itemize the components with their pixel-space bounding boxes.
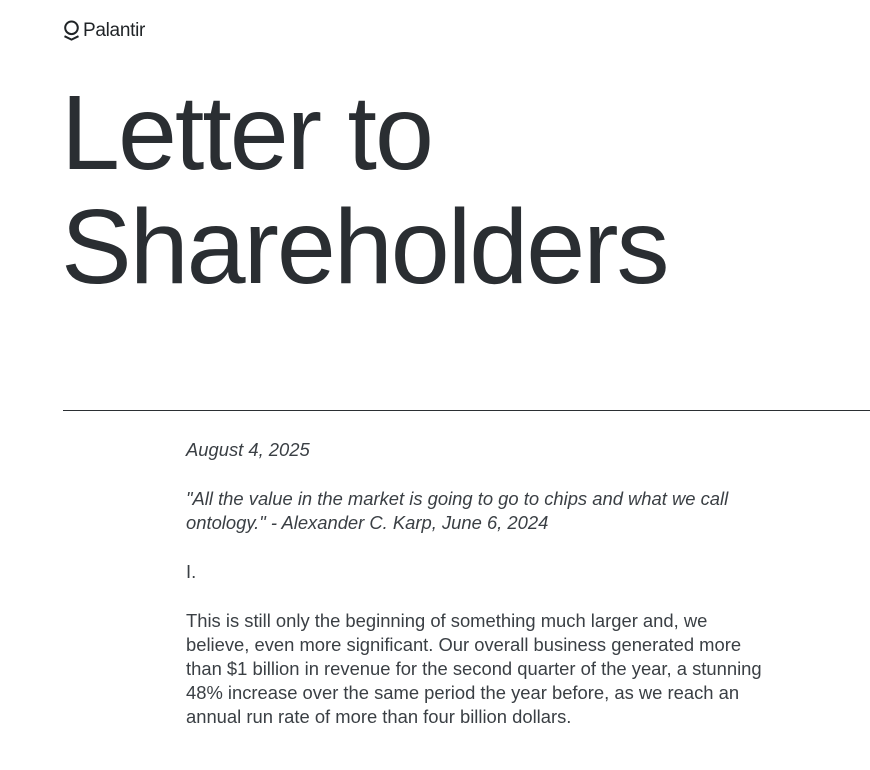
page-title-line-1: Letter to [61,74,432,192]
letter-body [186,438,766,754]
section-divider [63,410,870,411]
logo-wordmark: Palantir [83,20,146,41]
letter-quote: "All the value in the market is going to go to chips and what we call ontology." - Alexander C. Karp, June 6, 2024 [186,488,729,533]
letter-paragraph: This is still only the beginning of something much larger and, we believe, even more significant. Our overall business generated more than $1 billion in revenue for the second quarter of the year, a stunning 48% increase over the same period the year before, as we reach an annual run rate of more than four billion dollars. [186,610,762,727]
page-title [61,76,841,304]
palantir-logo-link[interactable] [63,20,145,42]
letter-date: August 4, 2025 [186,439,310,460]
page-title-line-2: Shareholders [61,188,668,306]
palantir-ring-icon [63,20,80,42]
section-marker: I. [186,561,197,582]
